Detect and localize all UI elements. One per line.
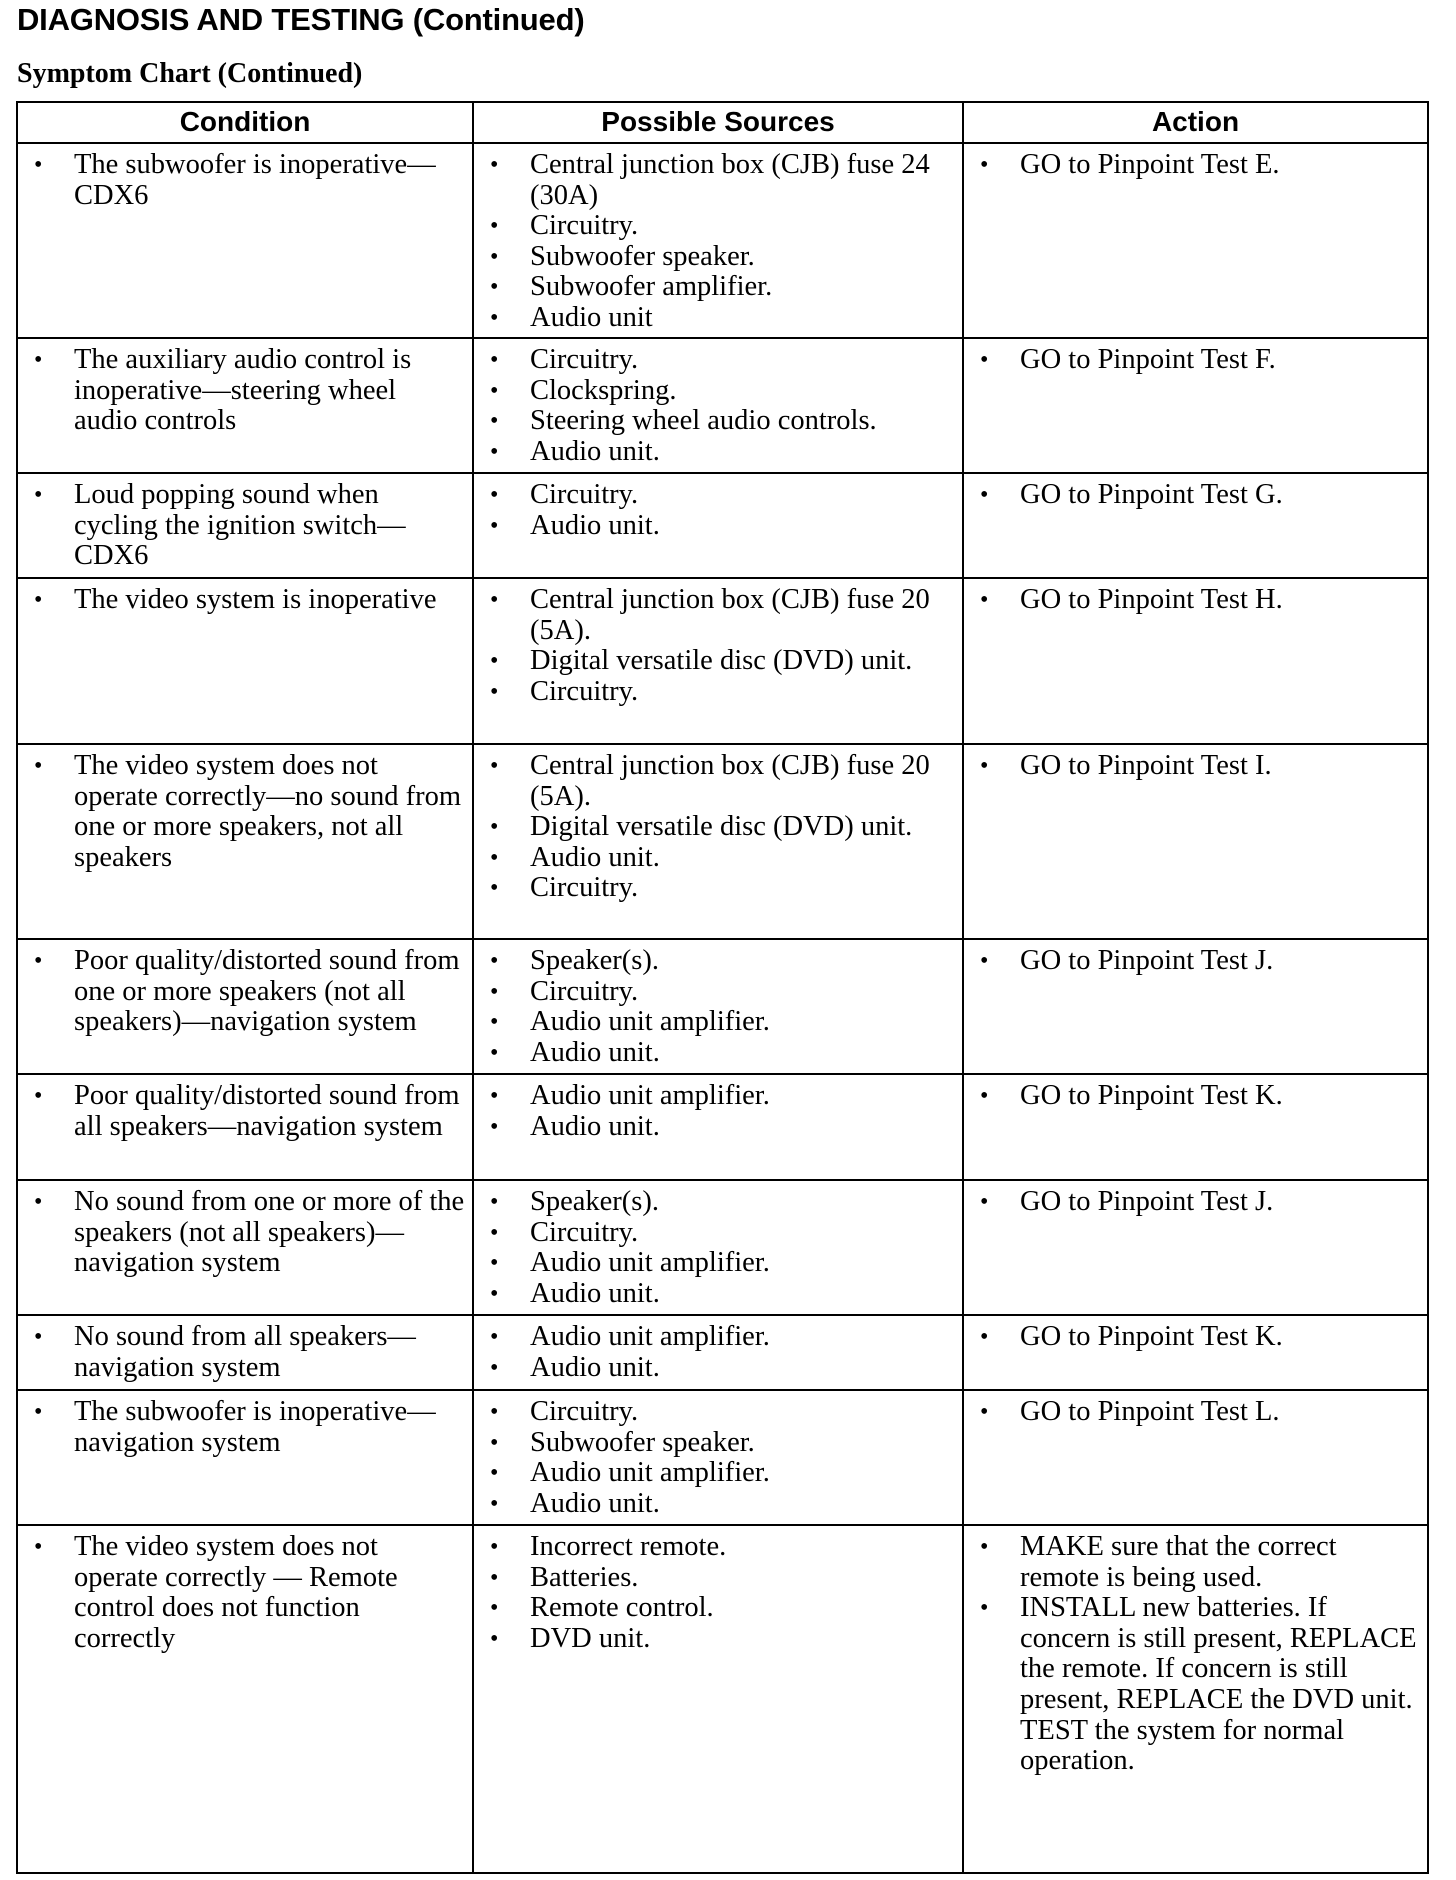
sources-cell — [473, 744, 963, 939]
sources-cell — [473, 1315, 963, 1390]
action-item: • GO to Pinpoint Test J. — [964, 1187, 1421, 1218]
sources-cell — [473, 1074, 963, 1180]
source-item: • Audio unit amplifier. — [474, 1458, 956, 1489]
condition-item: • The subwoofer is inoperative—CDX6 — [18, 150, 466, 211]
source-item: • Batteries. — [474, 1563, 956, 1594]
source-item: • Incorrect remote. — [474, 1532, 956, 1563]
column-header-condition: Condition — [17, 102, 473, 143]
table-row — [17, 1390, 1428, 1525]
source-item: • Audio unit amplifier. — [474, 1248, 956, 1279]
action-cell — [963, 338, 1428, 473]
table-row — [17, 1074, 1428, 1180]
source-item: • Digital versatile disc (DVD) unit. — [474, 646, 956, 677]
condition-item: • The video system does not operate correctly—no sound from one or more speakers, not all speakers — [18, 751, 466, 873]
source-item: • Steering wheel audio controls. — [474, 406, 956, 437]
source-item: • Audio unit. — [474, 1489, 956, 1520]
action-item: • GO to Pinpoint Test K. — [964, 1081, 1421, 1112]
sources-cell — [473, 143, 963, 338]
symptom-chart-table — [16, 101, 1429, 1874]
table-row — [17, 1180, 1428, 1315]
page-title: DIAGNOSIS AND TESTING (Continued) — [17, 2, 585, 37]
action-cell — [963, 1390, 1428, 1525]
condition-cell — [17, 1074, 473, 1180]
table-header-row — [17, 102, 1428, 143]
condition-item: • No sound from one or more of the speakers (not all speakers)—navigation system — [18, 1187, 466, 1279]
table-row — [17, 939, 1428, 1074]
condition-item: • Poor quality/distorted sound from all speakers—navigation system — [18, 1081, 466, 1142]
source-item: • Central junction box (CJB) fuse 20 (5A). — [474, 585, 956, 646]
table-row — [17, 473, 1428, 578]
condition-cell — [17, 1180, 473, 1315]
action-cell — [963, 1525, 1428, 1873]
action-cell — [963, 1180, 1428, 1315]
source-item: • Subwoofer speaker. — [474, 242, 956, 273]
action-cell — [963, 143, 1428, 338]
condition-cell — [17, 338, 473, 473]
source-item: • Central junction box (CJB) fuse 20 (5A). — [474, 751, 956, 812]
section-title: Symptom Chart (Continued) — [17, 58, 363, 89]
source-item: • Remote control. — [474, 1593, 956, 1624]
source-item: • Circuitry. — [474, 211, 956, 242]
action-cell — [963, 578, 1428, 744]
sources-cell — [473, 578, 963, 744]
source-item: • Audio unit — [474, 303, 956, 334]
source-item: • Audio unit amplifier. — [474, 1322, 956, 1353]
column-header-action: Action — [963, 102, 1428, 143]
table-row — [17, 578, 1428, 744]
condition-item: • Loud popping sound when cycling the ignition switch—CDX6 — [18, 480, 466, 572]
condition-cell — [17, 1390, 473, 1525]
action-item: • MAKE sure that the correct remote is being used. — [964, 1532, 1421, 1593]
action-item: • GO to Pinpoint Test K. — [964, 1322, 1421, 1353]
condition-item: • The auxiliary audio control is inoperative—steering wheel audio controls — [18, 345, 466, 437]
action-cell — [963, 1315, 1428, 1390]
sources-cell — [473, 939, 963, 1074]
action-item: • GO to Pinpoint Test I. — [964, 751, 1421, 782]
condition-cell — [17, 1315, 473, 1390]
source-item: • Speaker(s). — [474, 946, 956, 977]
condition-item: • Poor quality/distorted sound from one or more speakers (not all speakers)—navigation system — [18, 946, 466, 1038]
condition-cell — [17, 744, 473, 939]
source-item: • DVD unit. — [474, 1624, 956, 1655]
condition-cell — [17, 939, 473, 1074]
source-item: • Speaker(s). — [474, 1187, 956, 1218]
column-header-possible-sources: Possible Sources — [473, 102, 963, 143]
condition-item: • The subwoofer is inoperative—navigation system — [18, 1397, 466, 1458]
source-item: • Audio unit. — [474, 1038, 956, 1069]
source-item: • Audio unit. — [474, 437, 956, 468]
source-item: • Circuitry. — [474, 1218, 956, 1249]
source-item: • Audio unit. — [474, 843, 956, 874]
condition-cell — [17, 1525, 473, 1873]
source-item: • Circuitry. — [474, 977, 956, 1008]
table-row — [17, 338, 1428, 473]
action-item: • GO to Pinpoint Test E. — [964, 150, 1421, 181]
action-cell — [963, 1074, 1428, 1180]
action-item: • GO to Pinpoint Test G. — [964, 480, 1421, 511]
action-item: • INSTALL new batteries. If concern is still present, REPLACE the remote. If concern is still present, REPLACE the DVD unit. TEST the system for normal operation. — [964, 1593, 1421, 1777]
source-item: • Audio unit. — [474, 1279, 956, 1310]
source-item: • Audio unit. — [474, 511, 956, 542]
condition-item: • The video system is inoperative — [18, 585, 466, 616]
source-item: • Central junction box (CJB) fuse 24 (30A) — [474, 150, 956, 211]
action-item: • GO to Pinpoint Test J. — [964, 946, 1421, 977]
table-row — [17, 1315, 1428, 1390]
source-item: • Audio unit amplifier. — [474, 1081, 956, 1112]
source-item: • Circuitry. — [474, 873, 956, 904]
action-item: • GO to Pinpoint Test F. — [964, 345, 1421, 376]
source-item: • Digital versatile disc (DVD) unit. — [474, 812, 956, 843]
condition-cell — [17, 578, 473, 744]
condition-cell — [17, 473, 473, 578]
condition-cell — [17, 143, 473, 338]
source-item: • Audio unit amplifier. — [474, 1007, 956, 1038]
action-cell — [963, 744, 1428, 939]
condition-item: • The video system does not operate correctly — Remote control does not function correctly — [18, 1532, 466, 1654]
action-item: • GO to Pinpoint Test L. — [964, 1397, 1421, 1428]
sources-cell — [473, 473, 963, 578]
source-item: • Audio unit. — [474, 1353, 956, 1384]
source-item: • Circuitry. — [474, 480, 956, 511]
sources-cell — [473, 1390, 963, 1525]
source-item: • Circuitry. — [474, 345, 956, 376]
sources-cell — [473, 1180, 963, 1315]
source-item: • Subwoofer amplifier. — [474, 272, 956, 303]
table-row — [17, 143, 1428, 338]
source-item: • Circuitry. — [474, 677, 956, 708]
source-item: • Clockspring. — [474, 376, 956, 407]
action-item: • GO to Pinpoint Test H. — [964, 585, 1421, 616]
table-row — [17, 1525, 1428, 1873]
action-cell — [963, 473, 1428, 578]
action-cell — [963, 939, 1428, 1074]
sources-cell — [473, 338, 963, 473]
source-item: • Subwoofer speaker. — [474, 1428, 956, 1459]
table-row — [17, 744, 1428, 939]
condition-item: • No sound from all speakers—navigation system — [18, 1322, 466, 1383]
source-item: • Audio unit. — [474, 1112, 956, 1143]
source-item: • Circuitry. — [474, 1397, 956, 1428]
sources-cell — [473, 1525, 963, 1873]
